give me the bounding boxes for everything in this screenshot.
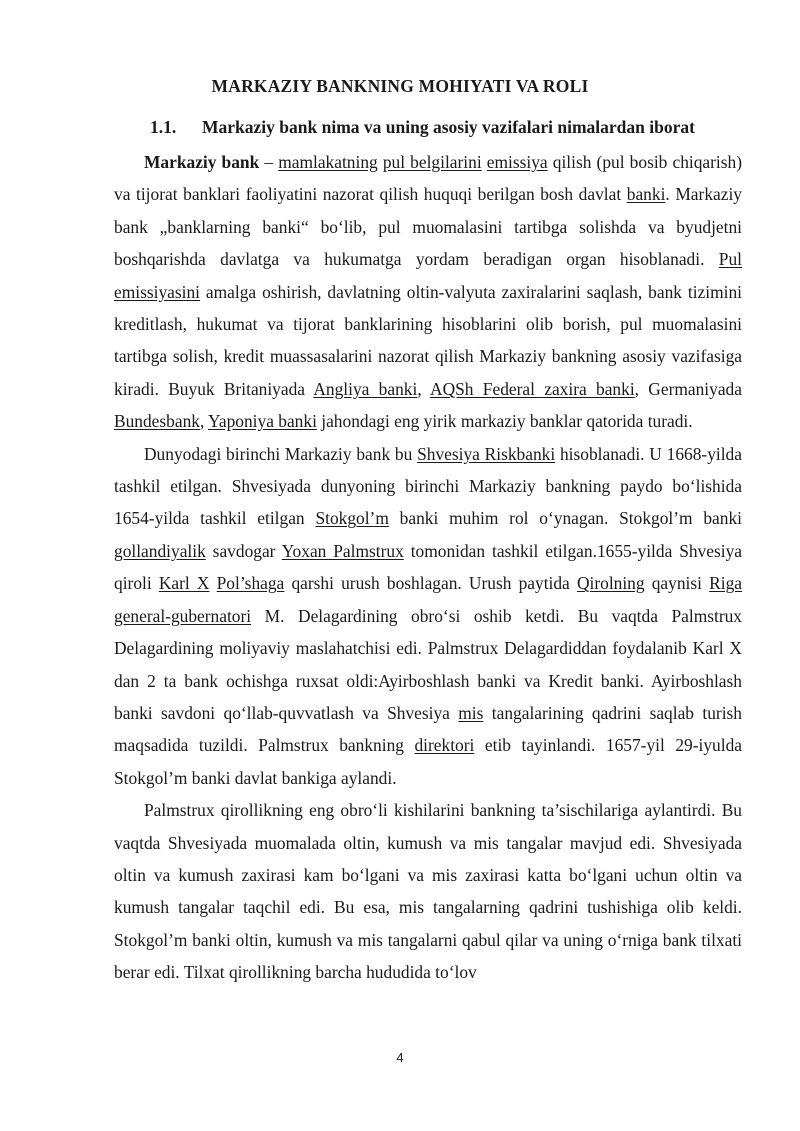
text-run: tangalarining qadrini saqlab turish maqsadida tuzildi. Palmstrux bankning [114,702,742,756]
text-run: , [417,378,431,399]
text-run: qarshi urush boshlagan. Urush paytida [284,573,577,594]
hyperlink[interactable]: Karl X [158,573,210,594]
paragraph [114,794,742,988]
text-run: . Markaziy bank „banklarning banki“ bo‘lib, pul muomalasini tartibga solishda va byudjetni boshqarishda davlatga va hukumatga yordam beradigan organ hisoblanadi. [114,184,742,270]
hyperlink[interactable]: mamlakatning [278,152,378,172]
hyperlink[interactable]: direktori [414,735,475,756]
text-run: Palmstrux qirollikning eng obro‘li kishilarini bankning ta’sischilariga aylantirdi. Bu vaqtda Shvesiyada muomalada oltin, kumush va mis tangalar mavjud edi. Shvesiyada oltin va kumush zaxirasi kam bo‘lgani va mis zaxirasi katta bo‘lgani uchun oltin va kumush tangalar taqchil edi. Bu esa, mis tangalarning qadrini tushishiga olib keldi. Stokgol’m banki oltin, kumush va mis tangalarni qabul qilar va uning o‘rniga bank tilxati berar edi. Tilxat qirollikning barcha hududida to‘lov [114,800,742,983]
hyperlink[interactable]: general-gubernatori [114,605,252,626]
paragraph [114,438,742,794]
text-run: qaynisi [644,573,710,594]
text-run: , Germaniyada [634,378,742,399]
hyperlink[interactable]: Qirolning [576,573,645,594]
hyperlink[interactable]: emissiya [486,152,548,172]
text-run: Dunyodagi birinchi Markaziy bank bu [144,443,418,464]
paragraph [114,146,742,438]
text-run: qilish (pul bosib chiqarish) va tijorat banklari faoliyatini nazorat qilish huquqi berilgan bosh davlat [114,152,743,205]
document-title: MARKAZIY BANKNING MOHIYATI VA ROLI [211,76,589,96]
hyperlink[interactable]: Stokgol’m [315,508,389,529]
document-body [114,146,742,989]
hyperlink[interactable]: AQSh Federal zaxira banki [430,378,635,399]
hyperlink[interactable]: Pul emissiyasini [114,249,742,302]
text-run: tomonidan tashkil etilgan.1655-yilda Shvesiya qiroli [114,540,742,594]
text-run: – [259,152,279,172]
hyperlink[interactable]: pul belgilarini [382,152,482,172]
section-number: 1.1. [150,117,177,137]
hyperlink[interactable]: Bundesbank [114,411,200,432]
text-run: etib tayinlandi. 1657-yil 29-iyulda Stokgol’m banki davlat bankiga aylandi. [114,735,742,788]
text-run: banki muhim rol o‘ynagan. Stokgol’m banki [388,508,742,529]
hyperlink[interactable]: banki [626,184,666,205]
text-run: , [199,411,209,432]
hyperlink[interactable]: Riga [709,573,742,594]
section-heading [150,117,760,138]
text-run: amalga oshirish, davlatning oltin-valyuta zaxiralarini saqlash, bank tizimini kreditlash, hukumat va tijorat banklarining hisoblarini olib borish, pul muomalasini tartibga solish, kredit muassasalarini nazorat qilish Markaziy bankning asosiy vazifasiga kiradi. Buyuk Britaniyada [114,281,742,399]
hyperlink[interactable]: mis [458,702,484,723]
text-run: jahondagi eng yirik markaziy banklar qatorida turadi. [316,411,693,432]
hyperlink[interactable]: Shvesiya Riskbanki [417,443,556,464]
page-number: 4 [396,1050,404,1065]
hyperlink[interactable]: gollandiyalik [114,540,206,561]
section-title: Markaziy bank nima va uning asosiy vazifalari nimalardan iborat [202,117,695,137]
text-run [209,573,216,593]
hyperlink[interactable]: Pol’shaga [216,573,285,594]
bold-term: Markaziy bank [144,152,260,172]
hyperlink[interactable]: Yaponiya banki [208,411,317,432]
text-run: hisoblanadi. U 1668-yilda tashkil etilgan. Shvesiyada dunyoning birinchi Markaziy bankning paydo bo‘lishida 1654-yilda tashkil etilgan [114,443,742,529]
text-run: M. Delagardining obro‘si oshib ketdi. Bu vaqtda Palmstrux Delagardining moliyaviy maslahatchisi edi. Palmstrux Delagardiddan foydalanib Karl X dan 2 ta bank ochishga ruxsat oldi:Ayirboshlash banki va Kredit banki. Ayirboshlash banki savdoni qo‘llab-quvvatlash va Shvesiya [114,605,742,723]
text-run: savdogar [205,540,282,561]
hyperlink[interactable]: Yoxan Palmstrux [281,540,404,561]
hyperlink[interactable]: Angliya banki [313,378,418,399]
